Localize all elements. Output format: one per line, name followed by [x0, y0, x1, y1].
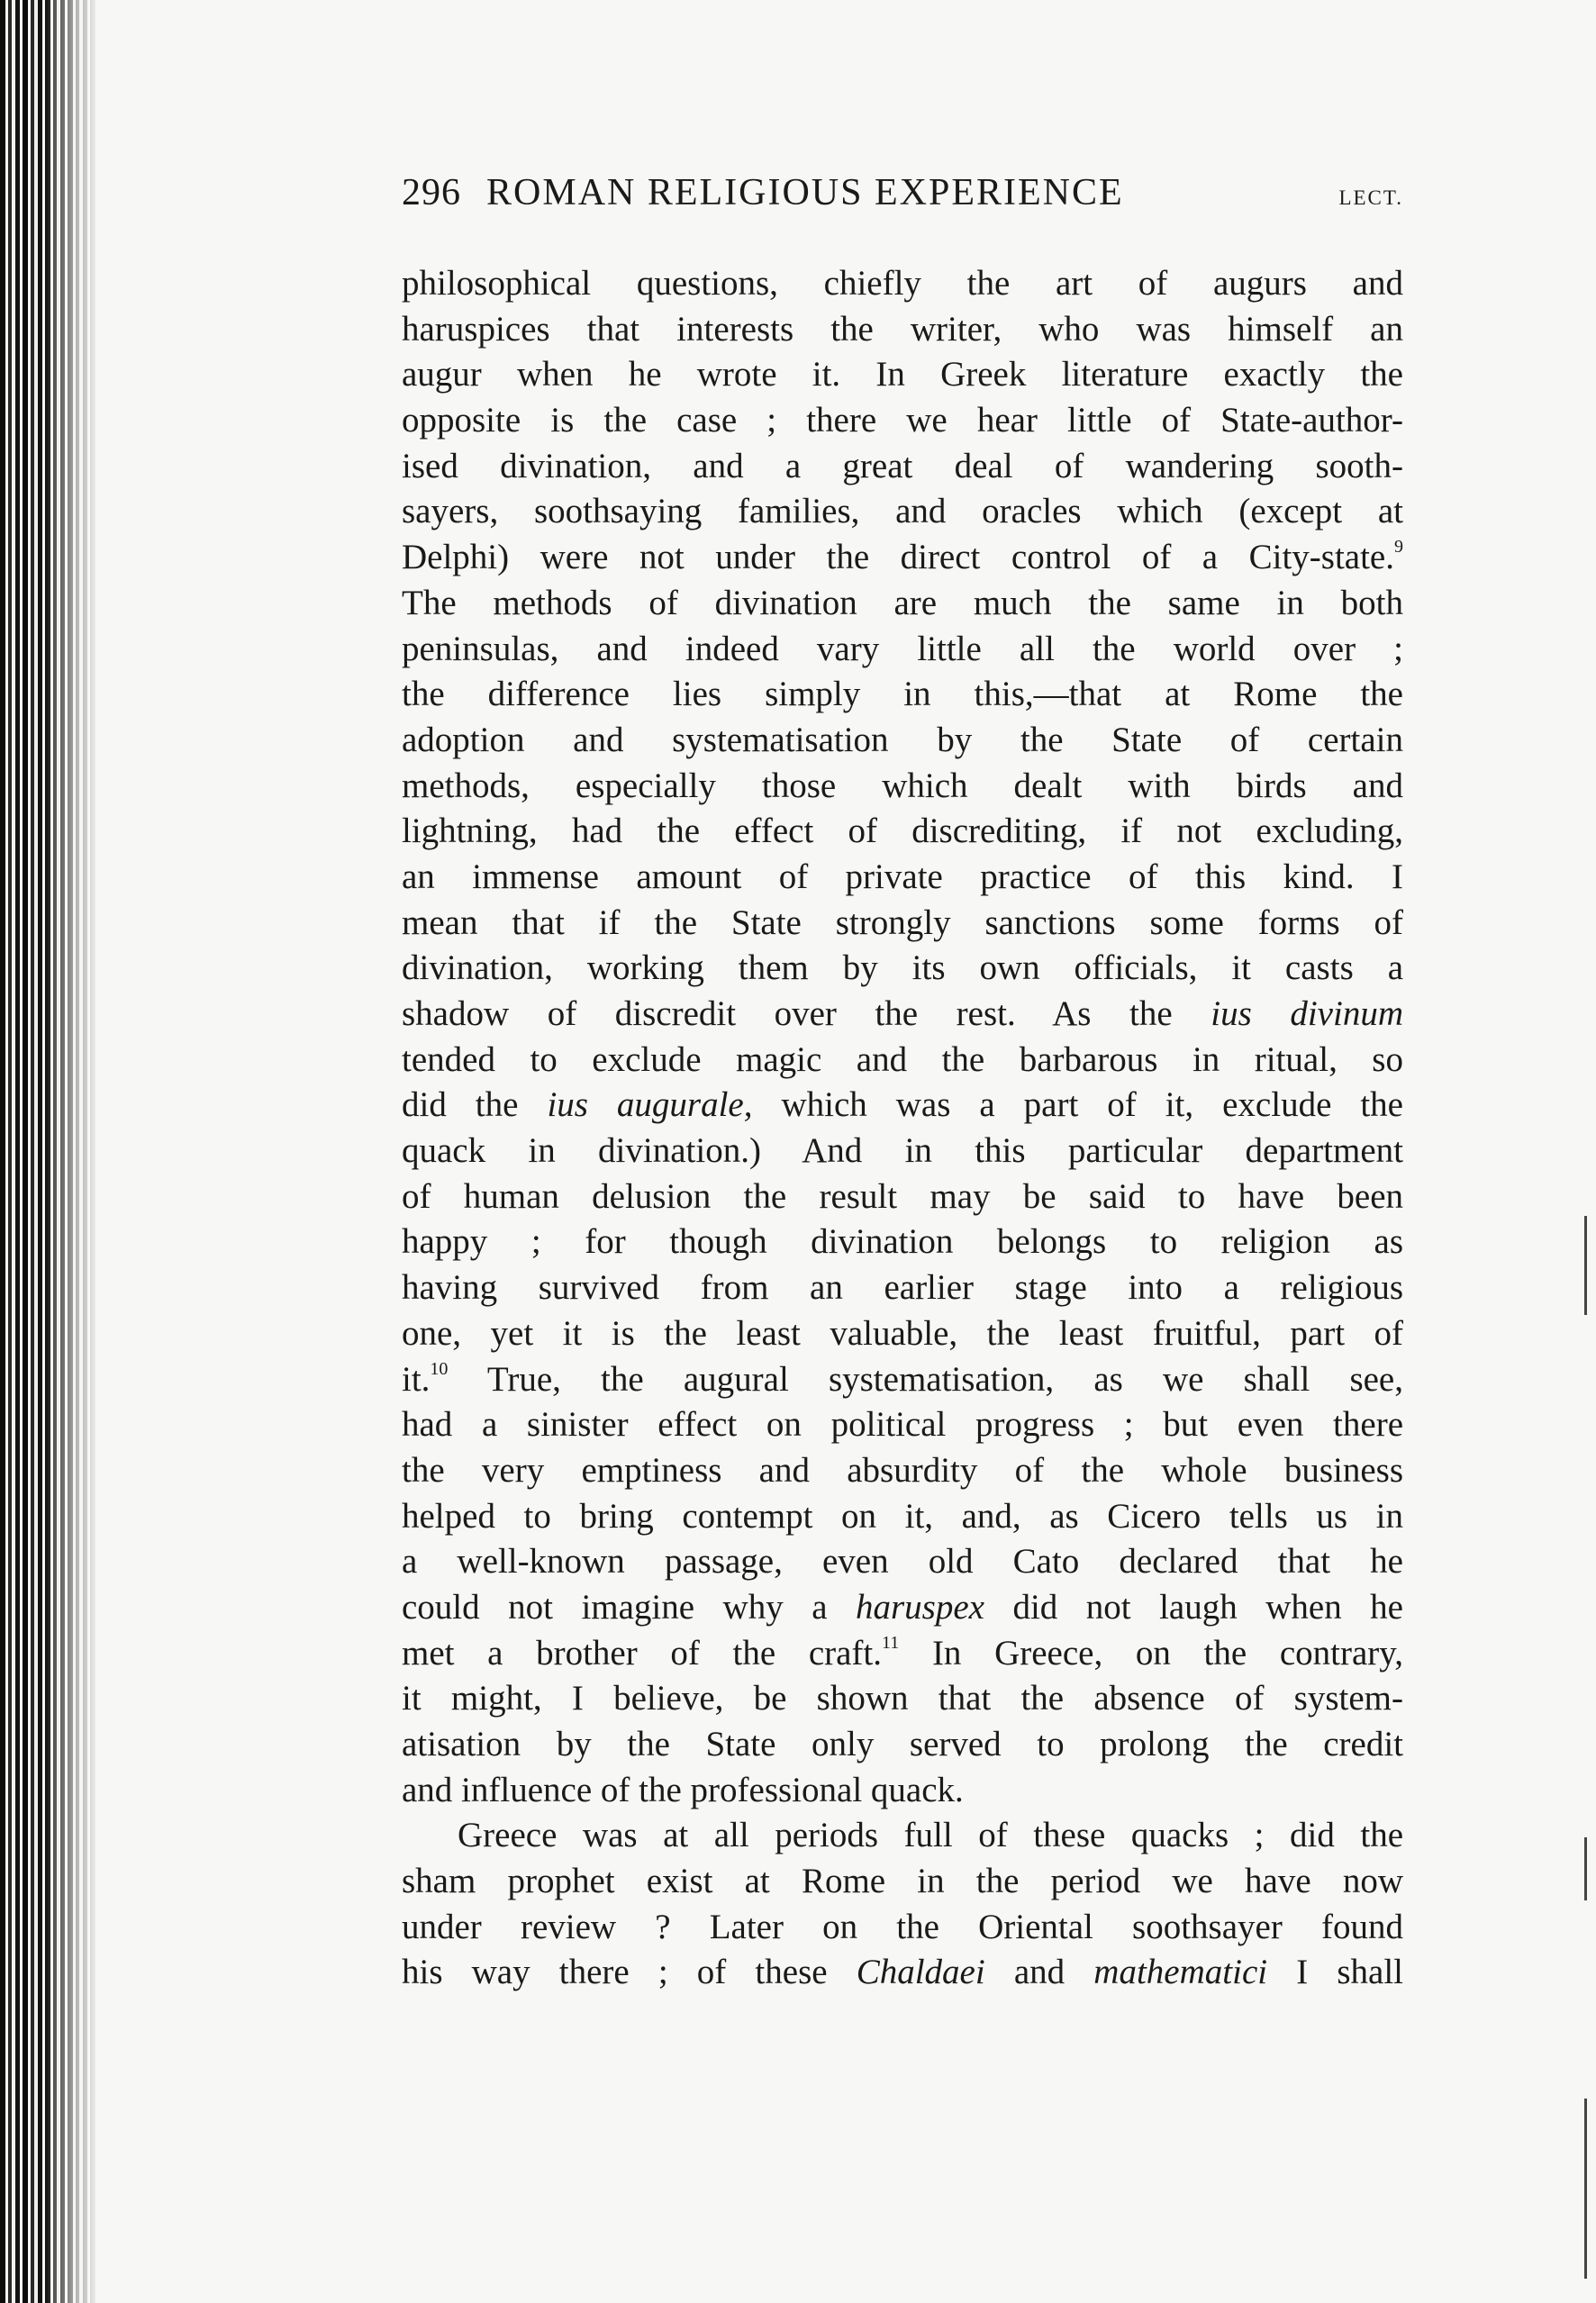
- text-line: [402, 1357, 1403, 1403]
- text-line: [402, 1631, 1403, 1677]
- text-line: tended to exclude magic and the barbarous in ritual, so: [402, 1039, 1403, 1079]
- text-run: could not imagine why a: [402, 1587, 856, 1627]
- text-line: lightning, had the effect of discrediting, if not excluding,: [402, 811, 1403, 851]
- text-line: an immense amount of private practice of this kind. I: [402, 857, 1403, 896]
- text-line: methods, especially those which dealt with birds and: [402, 766, 1403, 805]
- footnote-ref: 9: [1394, 537, 1403, 558]
- running-head: [402, 171, 1403, 252]
- text-run: did not laugh when he: [984, 1587, 1403, 1627]
- italic-term: haruspex: [856, 1587, 984, 1627]
- page-number: 296: [402, 172, 461, 213]
- text-line: ised divination, and a great deal of wandering sooth-: [402, 446, 1403, 485]
- text-line: having survived from an earlier stage into a religious: [402, 1268, 1403, 1308]
- text-line: it might, I believe, be shown that the absence of system-: [402, 1679, 1403, 1718]
- text-run: which was a part of it, exclude the: [752, 1085, 1403, 1125]
- text-line: [402, 1083, 1403, 1129]
- text-line: one, yet it is the least valuable, the least fruitful, part of: [402, 1313, 1403, 1353]
- text-line: and influence of the professional quack.: [402, 1770, 964, 1809]
- text-line: helped to bring contempt on it, and, as Cicero tells us in: [402, 1496, 1403, 1536]
- text-line: sham prophet exist at Rome in the period we have now: [402, 1862, 1403, 1901]
- lecture-label: LECT.: [1338, 186, 1403, 209]
- page-edge-mark: [1584, 1837, 1587, 1900]
- text-line: [402, 1950, 1403, 1996]
- footnote-ref: 10: [430, 1358, 449, 1379]
- text-line: [402, 535, 1403, 581]
- italic-term: Chaldaei: [856, 1953, 985, 1992]
- running-title: ROMAN RELIGIOUS EXPERIENCE: [486, 172, 1124, 213]
- page-edge-mark: [1584, 2099, 1587, 2279]
- text-run: met a brother of the craft.: [402, 1633, 883, 1673]
- italic-term: mathematici: [1093, 1953, 1268, 1992]
- text-line: [402, 1585, 1403, 1631]
- text-line: mean that if the State strongly sanctions some forms of: [402, 902, 1403, 942]
- text-line: peninsulas, and indeed vary little all the world over ;: [402, 629, 1403, 668]
- book-binding-edge: [0, 0, 99, 2303]
- text-line: had a sinister effect on political progress ; but even there: [402, 1405, 1403, 1445]
- text-line: opposite is the case ; there we hear little of State-author-: [402, 401, 1403, 440]
- book-page: [402, 171, 1403, 1996]
- text-line: under review ? Later on the Oriental soothsayer found: [402, 1907, 1403, 1946]
- text-line: of human delusion the result may be said to have been: [402, 1176, 1403, 1216]
- footnote-ref: 11: [882, 1632, 900, 1653]
- text-line: [402, 992, 1403, 1038]
- text-line: philosophical questions, chiefly the art of augurs and: [402, 264, 1403, 303]
- text-run: shadow of discredit over the rest. As the: [402, 994, 1211, 1033]
- text-run: it.: [402, 1359, 431, 1399]
- text-line: haruspices that interests the writer, who was himself an: [402, 309, 1403, 349]
- text-line: augur when he wrote it. In Greek literature exactly the: [402, 355, 1403, 394]
- body-text: [402, 261, 1403, 1996]
- text-run: his way there ; of these: [402, 1953, 857, 1992]
- text-line: the difference lies simply in this,—that at Rome the: [402, 675, 1403, 714]
- text-line: Greece was at all periods full of these quacks ; did the: [458, 1816, 1403, 1855]
- text-run: In Greece, on the contrary,: [899, 1633, 1403, 1673]
- text-line: divination, working them by its own officials, it casts a: [402, 948, 1403, 988]
- text-line: a well-known passage, even old Cato declared that he: [402, 1542, 1403, 1582]
- italic-term: ius divinum: [1211, 994, 1403, 1033]
- text-line: atisation by the State only served to prolong the credit: [402, 1725, 1403, 1764]
- italic-term: ius augurale,: [547, 1085, 753, 1125]
- text-line: happy ; for though divination belongs to religion as: [402, 1222, 1403, 1262]
- page-edge-mark: [1584, 1216, 1587, 1315]
- text-run: True, the augural systematisation, as we shall see,: [448, 1359, 1403, 1399]
- text-line: adoption and systematisation by the State of certain: [402, 720, 1403, 759]
- text-run: did the: [402, 1085, 548, 1125]
- text-run: Delphi) were not under the direct control of a City-state.: [402, 538, 1394, 577]
- text-line: the very emptiness and absurdity of the whole business: [402, 1450, 1403, 1490]
- text-line: quack in divination.) And in this particular department: [402, 1131, 1403, 1171]
- text-run: I shall: [1267, 1953, 1404, 1992]
- text-line: The methods of divination are much the same in both: [402, 583, 1403, 622]
- text-line: sayers, soothsaying families, and oracles which (except at: [402, 492, 1403, 531]
- text-run: and: [984, 1953, 1094, 1992]
